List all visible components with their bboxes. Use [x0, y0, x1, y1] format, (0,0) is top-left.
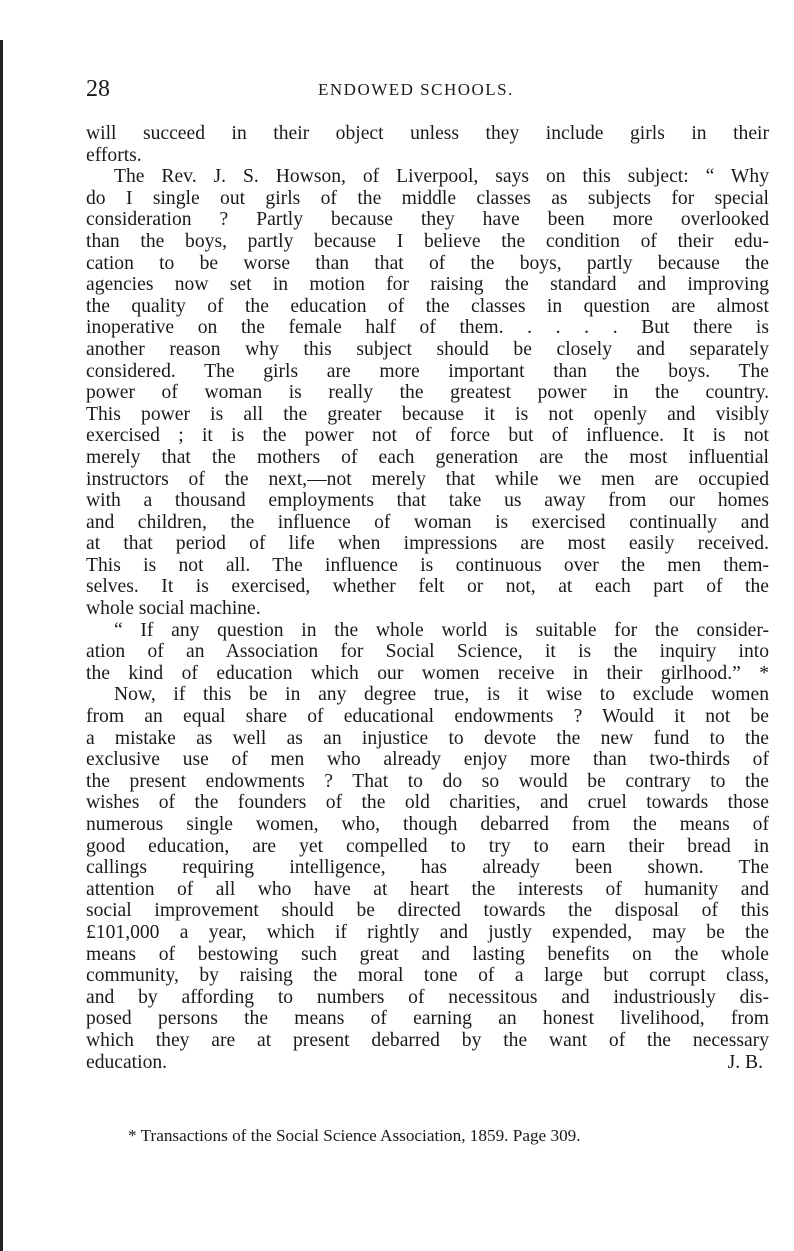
body-line: the kind of education which our women receive in their girlhood.” * — [86, 662, 769, 684]
body-line: Now, if this be in any degree true, is it wise to exclude women — [114, 684, 769, 706]
body-line: than the boys, partly because I believe the condition of their edu- — [86, 230, 769, 252]
body-line: callings requiring intelligence, has already been shown. The — [86, 857, 769, 879]
body-line: exclusive use of men who already enjoy more than two-thirds of — [86, 749, 769, 771]
body-line: the quality of the education of the classes in question are almost — [86, 295, 769, 317]
body-line: good education, are yet compelled to try to earn their bread in — [86, 835, 769, 857]
body-line: numerous single women, who, though debarred from the means of — [86, 814, 769, 835]
body-line: inoperative on the female half of them. . . . . But there is — [86, 317, 769, 339]
page-header — [86, 74, 776, 104]
body-line: the present endowments ? That to do so would be contrary to the — [86, 770, 769, 792]
page-edge-rule — [0, 40, 3, 1251]
body-line: from an equal share of educational endowments ? Would it not be — [86, 706, 769, 728]
body-line: power of woman is really the greatest power in the country. — [86, 382, 769, 404]
body-line: efforts. — [86, 144, 142, 166]
body-line: instructors of the next,—not merely that while we men are occupied — [86, 468, 769, 490]
body-line: community, by raising the moral tone of a large but corrupt class, — [86, 965, 769, 987]
body-line: education. — [86, 1051, 168, 1073]
body-line: The Rev. J. S. Howson, of Liverpool, says on this subject: “ Why — [114, 166, 769, 188]
signature: J. B. — [727, 1051, 763, 1073]
body-line: £101,000 a year, which if rightly and justly expended, may be the — [86, 921, 769, 943]
body-line: exercised ; it is the power not of force but of influence. It is not — [86, 425, 769, 447]
body-line: social improvement should be directed towards the disposal of this — [86, 900, 769, 922]
body-line: a mistake as well as an injustice to devote the new fund to the — [86, 727, 769, 749]
body-line: attention of all who have at heart the interests of humanity and — [86, 878, 769, 900]
body-line: do I single out girls of the middle classes as subjects for special — [86, 187, 769, 209]
body-line: whole social machine. — [86, 598, 261, 620]
body-line: agencies now set in motion for raising the standard and improving — [86, 274, 769, 296]
body-line: another reason why this subject should be closely and separately — [86, 338, 769, 360]
body-line: This is not all. The influence is continuous over the men them- — [86, 554, 769, 576]
body-line: and by affording to numbers of necessitous and industriously dis- — [86, 986, 769, 1008]
body-line: merely that the mothers of each generation are the most influential — [86, 446, 769, 468]
body-line: wishes of the founders of the old charities, and cruel towards those — [86, 792, 769, 814]
running-title: ENDOWED SCHOOLS. — [318, 80, 514, 99]
page-number: 28 — [86, 76, 110, 102]
body-line: “ If any question in the whole world is suitable for the consider- — [114, 619, 769, 641]
body-line: which they are at present debarred by the want of the necessary — [86, 1029, 769, 1051]
body-line: at that period of life when impressions are most easily received. — [86, 533, 769, 555]
body-line: selves. It is exercised, whether felt or not, at each part of the — [86, 576, 769, 598]
body-line: will succeed in their object unless they include girls in their — [86, 123, 769, 144]
body-line: This power is all the greater because it is not openly and visibly — [86, 403, 769, 425]
body-line: cation to be worse than that of the boys, partly because the — [86, 252, 769, 274]
body-text — [86, 123, 769, 1073]
body-line: posed persons the means of earning an honest livelihood, from — [86, 1008, 769, 1030]
body-line: consideration ? Partly because they have been more overlooked — [86, 209, 769, 231]
closing-line — [86, 1052, 769, 1074]
body-line: considered. The girls are more important than the boys. The — [86, 360, 769, 382]
body-line: means of bestowing such great and lasting benefits on the whole — [86, 943, 769, 965]
footnote: * Transactions of the Social Science Association, 1859. Page 309. — [128, 1126, 581, 1145]
body-line: ation of an Association for Social Science, it is the inquiry into — [86, 641, 769, 663]
body-line: and children, the influence of woman is exercised continually and — [86, 511, 769, 533]
body-line: with a thousand employments that take us away from our homes — [86, 490, 769, 512]
